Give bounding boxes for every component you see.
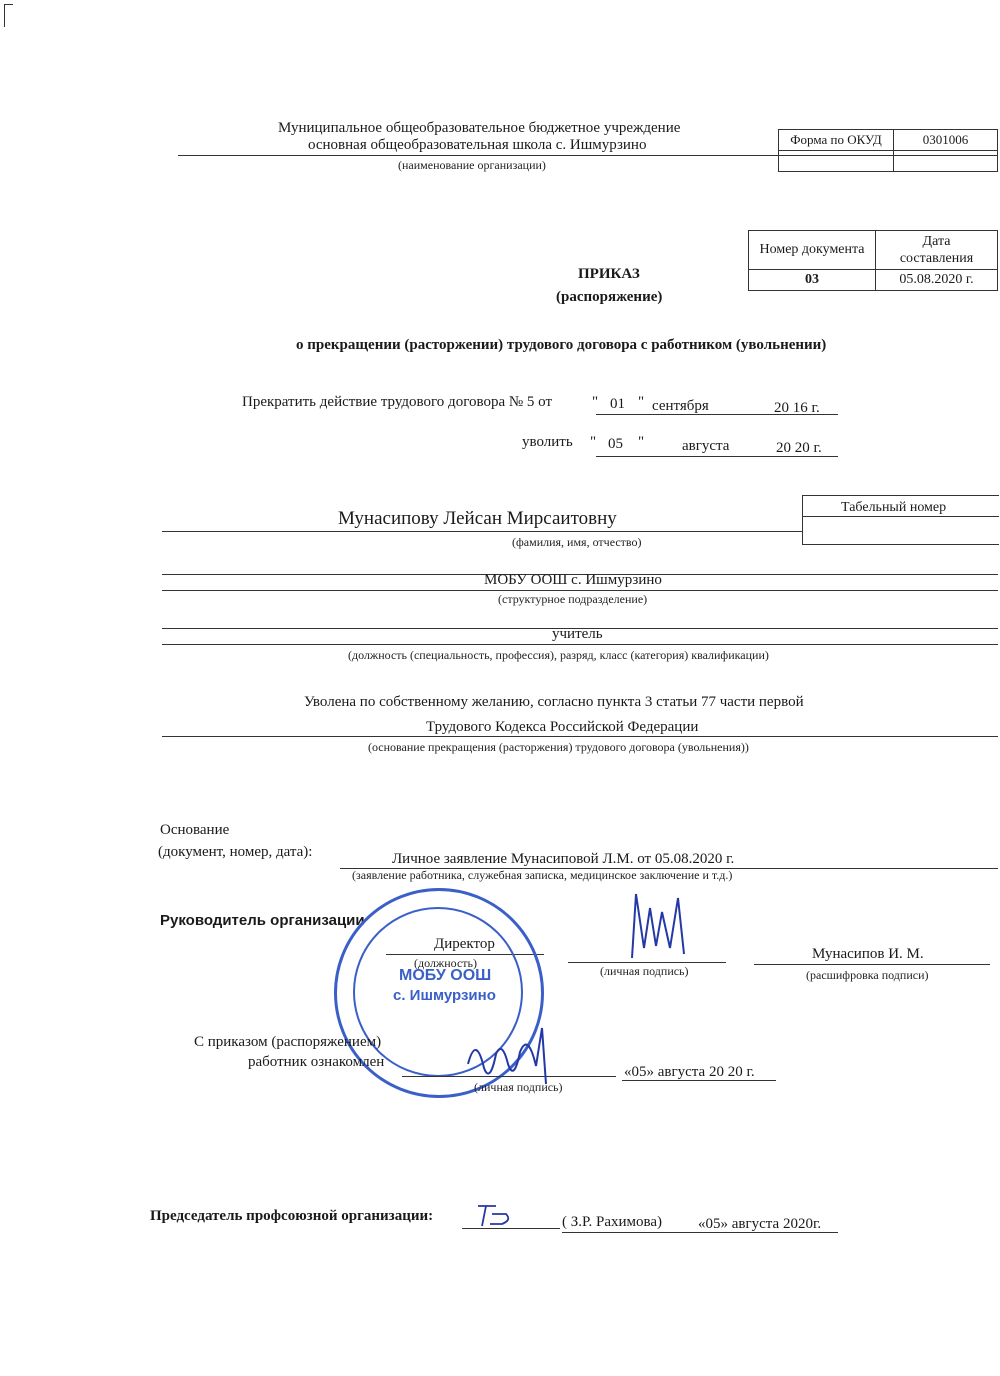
basis-value: Личное заявление Мунасиповой Л.М. от 05.08.2020 г. — [392, 851, 735, 867]
employee-signature — [462, 1024, 558, 1096]
dismiss-year: 20 20 г. — [776, 440, 822, 456]
doc-date-header-line2: составления — [899, 251, 974, 266]
grounds-underline — [162, 736, 998, 737]
union-signature-line — [462, 1228, 560, 1229]
contract-quote-open: " — [592, 394, 599, 410]
employee-position: учитель — [552, 626, 603, 642]
dismiss-quote-open: " — [590, 434, 597, 450]
grounds-line2: Трудового Кодекса Российской Федерации — [426, 719, 699, 735]
okud-label: Форма по ОКУД — [779, 130, 894, 151]
union-underline — [562, 1232, 838, 1233]
head-signature-caption: (личная подпись) — [600, 964, 689, 978]
dismiss-month: августа — [682, 438, 730, 454]
order-subject: о прекращении (расторжении) трудового договора с работником (увольнении) — [296, 337, 827, 353]
dismiss-label: уволить — [522, 434, 573, 450]
doc-number-table — [748, 230, 998, 291]
doc-number: 03 — [749, 270, 876, 291]
order-title: ПРИКАЗ — [578, 266, 640, 282]
head-decoding-caption: (расшифровка подписи) — [806, 968, 929, 982]
head-decoding: Мунасипов И. М. — [812, 946, 924, 962]
dismiss-day: 05 — [608, 436, 623, 452]
employee-department: МОБУ ООШ с. Ишмурзино — [484, 572, 662, 588]
contract-underline — [596, 414, 838, 415]
order-subtitle: (распоряжение) — [556, 289, 663, 305]
grounds-line1: Уволена по собственному желанию, согласно пункта 3 статьи 77 части первой — [304, 694, 804, 710]
acquainted-line1: С приказом (распоряжением) — [194, 1034, 382, 1050]
union-label: Председатель профсоюзной организации: — [150, 1208, 434, 1224]
contract-quote-close: " — [638, 394, 645, 410]
doc-date-header-line1: Дата — [922, 234, 951, 249]
basis-label-line1: Основание — [160, 822, 230, 838]
acquainted-date: «05» августа 20 20 г. — [624, 1064, 755, 1080]
okud-empty-cell-2 — [894, 151, 998, 172]
dismiss-underline — [596, 456, 838, 457]
org-name-line1: Муниципальное общеобразовательное бюджетное учреждение — [278, 120, 681, 136]
director-signature — [622, 888, 692, 964]
doc-number-header: Номер документа — [749, 231, 876, 270]
tab-number-box — [802, 495, 999, 545]
head-position-caption: (должность) — [414, 956, 477, 970]
org-name-line2: основная общеобразовательная школа с. Ишмурзино — [308, 137, 647, 153]
contract-year: 20 16 г. — [774, 400, 820, 416]
dismiss-quote-close: " — [638, 434, 645, 450]
union-date: «05» августа 2020г. — [698, 1216, 822, 1232]
department-caption: (структурное подразделение) — [498, 592, 648, 606]
head-position: Директор — [434, 936, 495, 952]
okud-code: 0301006 — [894, 130, 998, 151]
union-signature — [472, 1200, 516, 1230]
okud-box — [778, 129, 998, 172]
department-underline — [162, 590, 998, 591]
employee-name-underline — [162, 531, 802, 532]
contract-month: сентября — [652, 398, 709, 414]
employee-name-caption: (фамилия, имя, отчество) — [512, 535, 642, 549]
contract-prefix: Прекратить действие трудового договора № 5 от — [242, 394, 553, 410]
head-decoding-underline — [754, 964, 990, 965]
org-caption: (наименование организации) — [398, 158, 546, 172]
stamp-center-line2: с. Ишмурзино — [393, 987, 496, 1004]
basis-caption: (заявление работника, служебная записка, медицинское заключение и т.д.) — [352, 868, 733, 882]
contract-day: 01 — [610, 396, 625, 412]
acquainted-date-underline — [622, 1080, 776, 1081]
scan-corner-mark — [4, 4, 13, 27]
stamp-center-line1: МОБУ ООШ — [399, 967, 492, 984]
position-caption: (должность (специальность, профессия), разряд, класс (категория) квалификации) — [348, 648, 769, 662]
doc-date: 05.08.2020 г. — [876, 270, 998, 291]
acquainted-signature-caption: (личная подпись) — [474, 1080, 563, 1094]
acquainted-line2: работник ознакомлен — [248, 1054, 385, 1070]
tab-number-label: Табельный номер — [841, 500, 947, 515]
basis-label-line2: (документ, номер, дата): — [158, 844, 313, 860]
head-label: Руководитель организации — [160, 912, 365, 929]
union-name: ( З.Р. Рахимова) — [562, 1214, 663, 1230]
position-underline — [162, 644, 998, 645]
employee-name: Мунасипову Лейсан Мирсаитовну — [338, 508, 617, 529]
okud-empty-cell — [779, 151, 894, 172]
grounds-caption: (основание прекращения (расторжения) трудового договора (увольнения)) — [368, 740, 749, 754]
